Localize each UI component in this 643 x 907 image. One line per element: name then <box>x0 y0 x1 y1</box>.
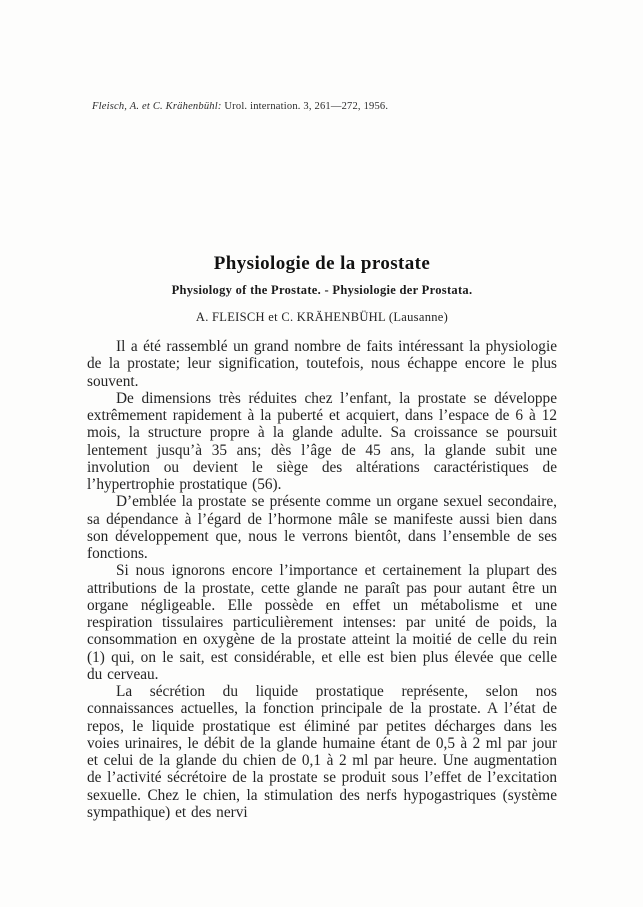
heading-block <box>87 253 557 324</box>
body-paragraph: La sécrétion du liquide prostatique représente, selon nos connaissances actuelles, la fonction principale de la prostate. A l’état de repos, le liquide prostatique est éliminé par petites décharges dans les voies urinaires, le débit de la glande humaine étant de 0,5 à 2 ml par jour et celui de la glande du chien de 0,1 à 2 ml par heure. Une augmentation de l’activité sécrétoire de la prostate se produit sous l’effet de l’excitation sexuelle. Chez le chien, la stimulation des nerfs hypogastriques (système sympathique) et des nervi <box>87 683 557 821</box>
citation-authors: Fleisch, A. et C. Krähenbühl: <box>92 101 222 112</box>
page-subtitle: Physiology of the Prostate. - Physiologie der Prostata. <box>171 283 473 297</box>
authors-line: A. FLEISCH et C. KRÄHENBÜHL (Lausanne) <box>195 310 449 324</box>
body-paragraph: Si nous ignorons encore l’importance et certainement la plupart des attributions de la prostate, cette glande ne paraît pas pour autant être un organe négligeable. Elle possède en effet un métabolisme et une respiration tissulaires particulièrement intenses: par unité de poids, la consommation en oxygène de la prostate atteint la moitié de celle du rein (1) qui, on le sait, est considérable, et elle est bien plus élevée que celle du cerveau. <box>87 562 557 683</box>
body-paragraph: D’emblée la prostate se présente comme un organe sexuel secondaire, sa dépendance à l’égard de l’hormone mâle se manifeste aussi bien dans son développement que, nous le verrons bientôt, dans l’ensemble de ses fonctions. <box>87 493 557 562</box>
body-paragraph: De dimensions très réduites chez l’enfant, la prostate se développe extrêmement rapidement à la puberté et acquiert, dans l’espace de 6 à 12 mois, la structure propre à la glande adulte. Sa croissance se poursuit lentement jusqu’à 35 ans; dès l’âge de 45 ans, la glande subit une involution ou devient le siège des altérations caractéristiques de l’hypertrophie prostatique (56). <box>87 389 557 493</box>
citation-header <box>92 101 388 112</box>
citation-reference: Urol. internation. 3, 261—272, 1956. <box>224 101 389 112</box>
article-body <box>87 338 557 821</box>
page-title: Physiologie de la prostate <box>213 253 431 274</box>
body-paragraph: Il a été rassemblé un grand nombre de faits intéressant la physiologie de la prostate; leur signification, toutefois, nous échappe encore le plus souvent. <box>87 338 557 390</box>
